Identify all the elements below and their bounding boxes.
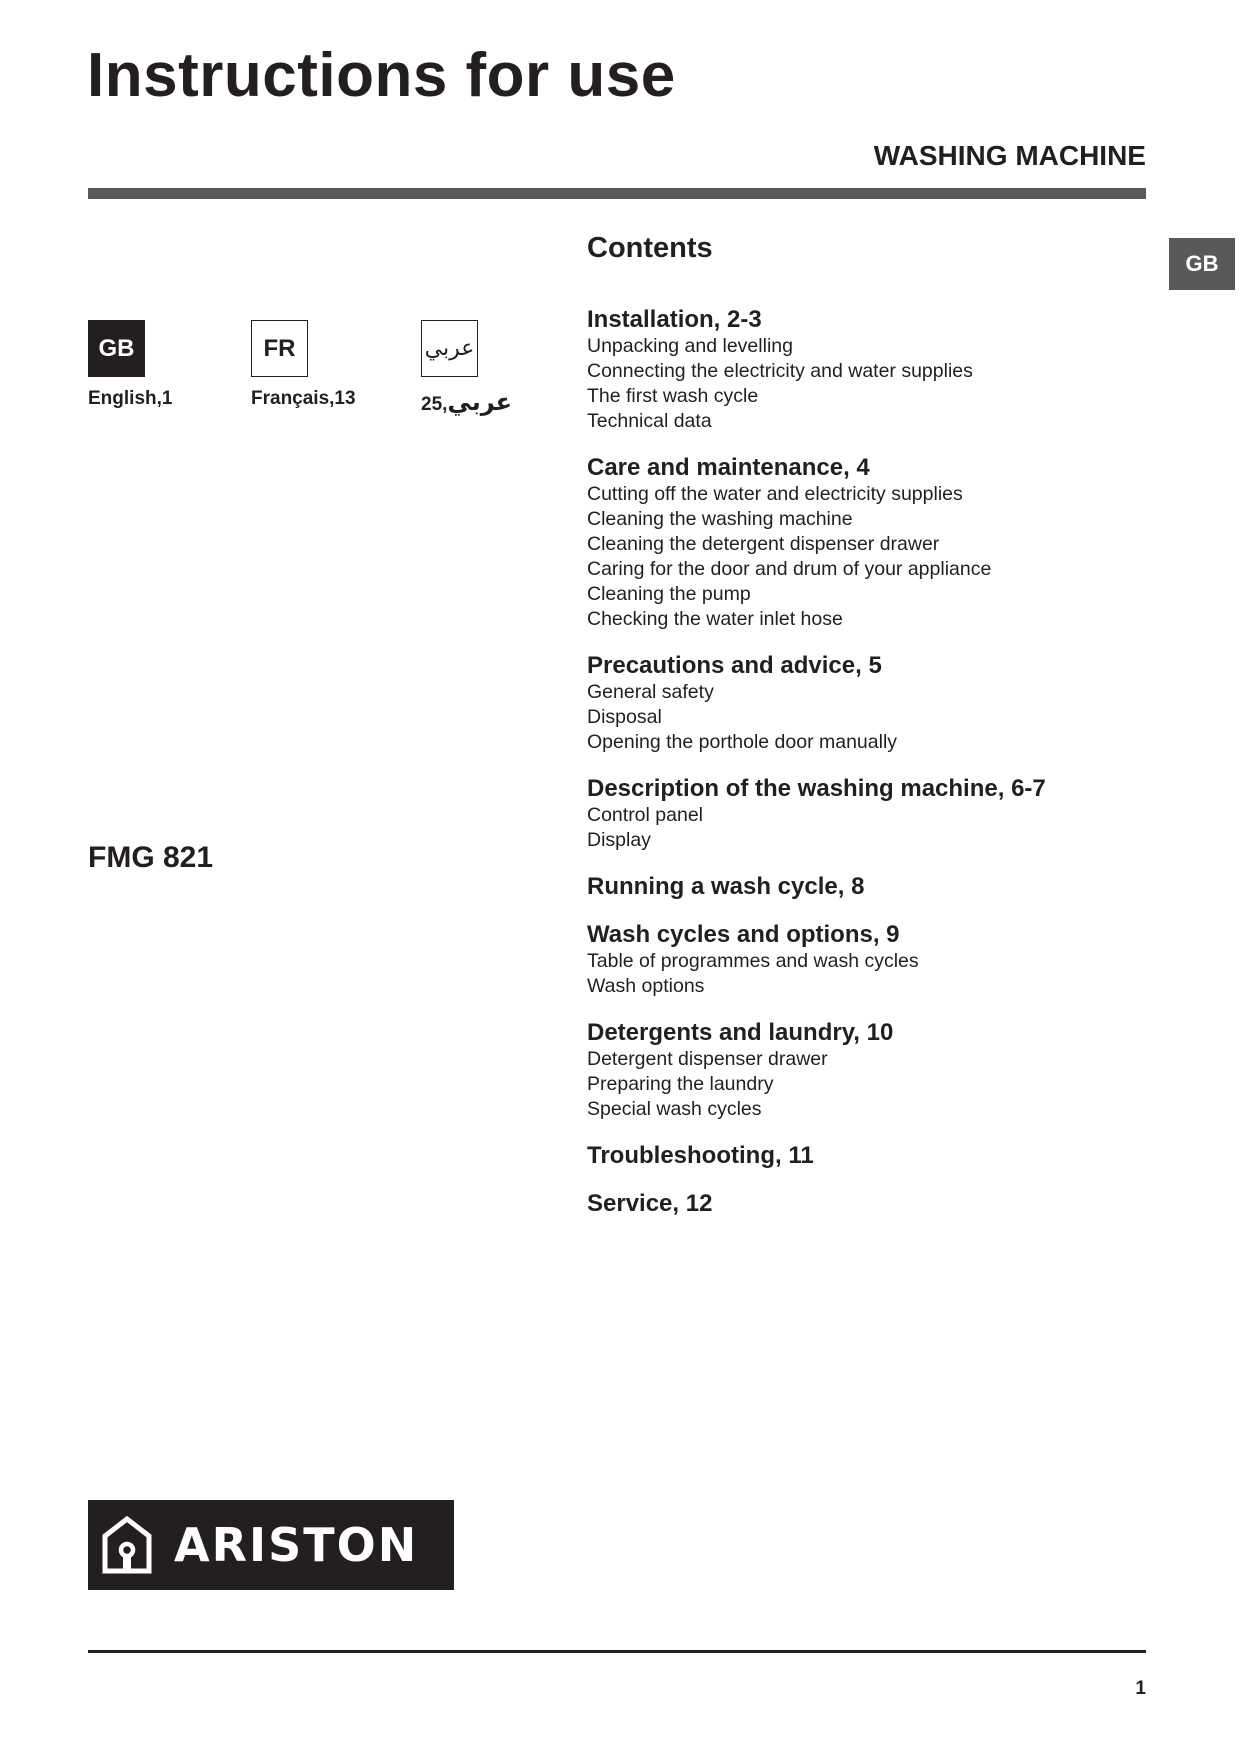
section-item[interactable]: Control panel [587, 804, 703, 826]
section-item[interactable]: Cleaning the detergent dispenser drawer [587, 533, 940, 555]
language-arabic[interactable] [421, 320, 541, 416]
contents-section [587, 921, 1187, 999]
language-label: Français,13 [251, 388, 356, 409]
section-title[interactable]: Care and maintenance, 4 [587, 454, 870, 481]
section-item[interactable]: Detergent dispenser drawer [587, 1048, 828, 1070]
section-item[interactable]: Opening the porthole door manually [587, 731, 898, 753]
contents-section [587, 454, 1187, 632]
section-item[interactable]: Table of programmes and wash cycles [587, 950, 919, 972]
section-item[interactable]: The first wash cycle [587, 385, 759, 407]
language-english[interactable] [88, 320, 208, 410]
section-title[interactable]: Installation, 2-3 [587, 306, 762, 333]
house-logo-icon [102, 1516, 152, 1574]
section-title[interactable]: Running a wash cycle, 8 [587, 873, 865, 900]
contents-section [587, 1142, 1187, 1170]
section-item[interactable]: Cleaning the washing machine [587, 508, 853, 530]
contents-section [587, 306, 1187, 434]
contents-section [587, 1019, 1187, 1122]
contents-heading: Contents [587, 232, 713, 264]
brand-name: ARISTON [174, 1518, 419, 1572]
section-item[interactable]: Wash options [587, 975, 705, 997]
header-divider [88, 188, 1146, 199]
document-subtitle: WASHING MACHINE [873, 140, 1146, 171]
footer-divider [88, 1650, 1146, 1653]
section-item[interactable]: Disposal [587, 706, 662, 728]
ariston-logo [88, 1500, 454, 1590]
contents-section [587, 873, 1187, 901]
language-code-badge: FR [251, 320, 308, 377]
document-title: Instructions for use [87, 41, 676, 110]
language-label: English,1 [88, 388, 173, 409]
page-number: 1 [1135, 1678, 1146, 1699]
language-code-badge: GB [88, 320, 145, 377]
contents-sections [587, 306, 1187, 1218]
section-item[interactable]: Cutting off the water and electricity supplies [587, 483, 963, 505]
section-title[interactable]: Wash cycles and options, 9 [587, 921, 900, 948]
language-side-tab: GB [1169, 238, 1235, 290]
contents-section [587, 652, 1187, 755]
section-title[interactable]: Service, 12 [587, 1190, 713, 1217]
language-french[interactable] [251, 320, 371, 410]
section-item[interactable]: Display [587, 829, 651, 851]
model-number: FMG 821 [88, 841, 214, 874]
section-item[interactable]: Caring for the door and drum of your appliance [587, 558, 992, 580]
section-item[interactable]: Technical data [587, 410, 712, 432]
section-item[interactable]: Special wash cycles [587, 1098, 762, 1120]
language-code-badge: عربي [421, 320, 478, 377]
table-of-contents [587, 232, 1187, 1238]
section-title[interactable]: Precautions and advice, 5 [587, 652, 882, 679]
section-title[interactable]: Detergents and laundry, 10 [587, 1019, 894, 1046]
arabic-label-script: عربي [447, 388, 513, 416]
section-item[interactable]: General safety [587, 681, 714, 703]
section-item[interactable]: Unpacking and levelling [587, 335, 793, 357]
contents-section [587, 775, 1187, 853]
section-title[interactable]: Description of the washing machine, 6-7 [587, 775, 1046, 802]
section-item[interactable]: Cleaning the pump [587, 583, 751, 605]
section-item[interactable]: Checking the water inlet hose [587, 608, 843, 630]
section-title[interactable]: Troubleshooting, 11 [587, 1142, 814, 1169]
language-label [421, 388, 541, 416]
contents-section [587, 1190, 1187, 1218]
arabic-label-page: ,25 [421, 394, 448, 415]
section-item[interactable]: Connecting the electricity and water supplies [587, 360, 973, 382]
section-item[interactable]: Preparing the laundry [587, 1073, 774, 1095]
